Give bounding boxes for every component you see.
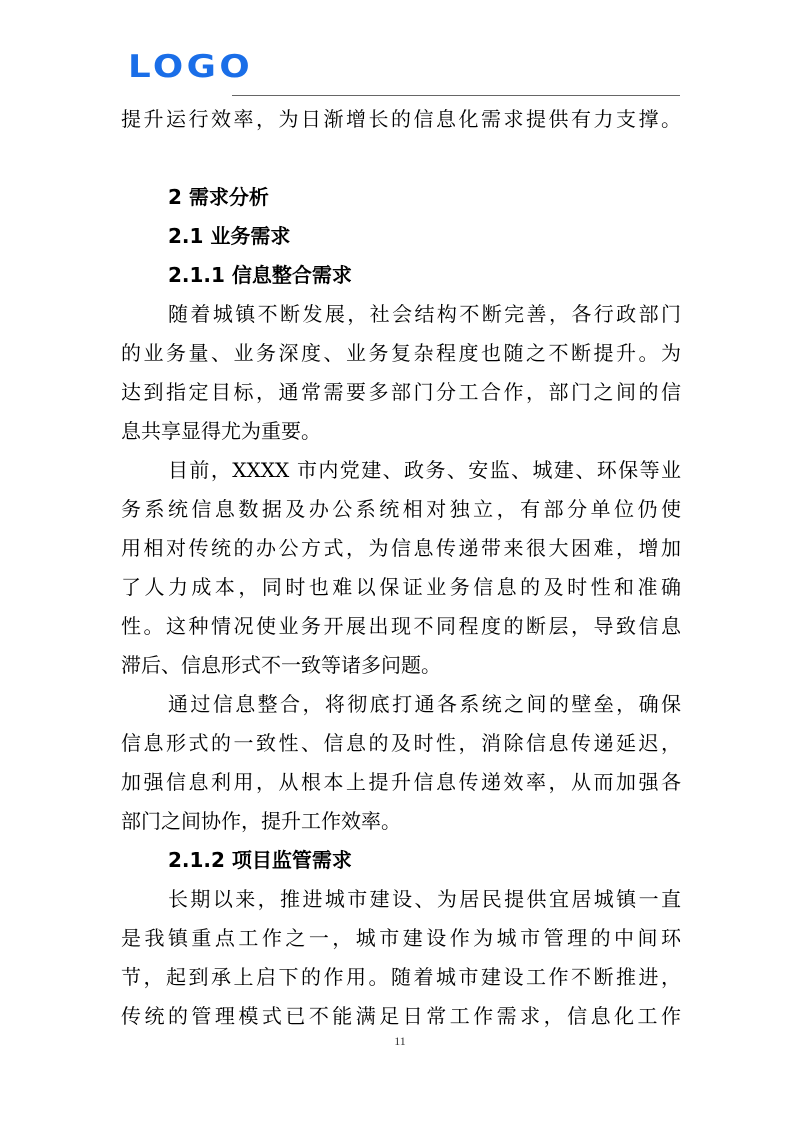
section-heading-2-1: 2.1 业务需求: [168, 224, 291, 248]
text-line: 达到指定目标，通常需要多部门分工合作，部门之间的信: [121, 380, 681, 404]
text-line: 通过信息整合，将彻底打通各系统之间的壁垒，确保: [168, 692, 681, 716]
text-line: 长期以来，推进城市建设、为居民提供宜居城镇一直: [168, 887, 681, 911]
logo: LOGO: [128, 49, 254, 85]
section-heading-2: 2 需求分析: [168, 185, 269, 209]
text-line: 滞后、信息形式不一致等诸多问题。: [121, 653, 441, 677]
blank-line: [121, 139, 681, 178]
document-body: [121, 100, 681, 1036]
text-line: 提升运行效率，为日渐增长的信息化需求提供有力支撑。: [121, 107, 681, 131]
paragraph-4: [121, 880, 681, 1036]
paragraph-3: [121, 685, 681, 841]
text-line: 随着城镇不断发展，社会结构不断完善，各行政部门: [168, 302, 681, 326]
header-divider: [232, 95, 680, 96]
text-line: 是我镇重点工作之一，城市建设作为城市管理的中间环: [121, 926, 681, 950]
paragraph-1: [121, 295, 681, 451]
text-line: 加强信息利用，从根本上提升信息传递效率，从而加强各: [121, 770, 681, 794]
text-line: 目前，XXXX 市内党建、政务、安监、城建、环保等业: [168, 458, 681, 482]
text-line: 的业务量、业务深度、业务复杂程度也随之不断提升。为: [121, 341, 681, 365]
text-line: 传统的管理模式已不能满足日常工作需求，信息化工作: [121, 1004, 681, 1028]
text-line: 了人力成本，同时也难以保证业务信息的及时性和准确: [121, 575, 681, 599]
text-line: 性。这种情况使业务开展出现不同程度的断层，导致信息: [121, 614, 681, 638]
page-number: 11: [394, 1034, 406, 1048]
text-line: 用相对传统的办公方式，为信息传递带来很大困难，增加: [121, 536, 681, 560]
section-heading-2-1-2: 2.1.2 项目监管需求: [168, 848, 352, 872]
text-line: 务系统信息数据及办公系统相对独立，有部分单位仍使: [121, 497, 681, 521]
text-line: 信息形式的一致性、信息的及时性，消除信息传递延迟，: [121, 731, 681, 755]
text-line: 节，起到承上启下的作用。随着城市建设工作不断推进，: [121, 965, 681, 989]
text-line: 部门之间协作，提升工作效率。: [121, 809, 401, 833]
text-line: 息共享显得尤为重要。: [121, 419, 321, 443]
paragraph-2: [121, 451, 681, 685]
section-heading-2-1-1: 2.1.1 信息整合需求: [168, 263, 352, 287]
